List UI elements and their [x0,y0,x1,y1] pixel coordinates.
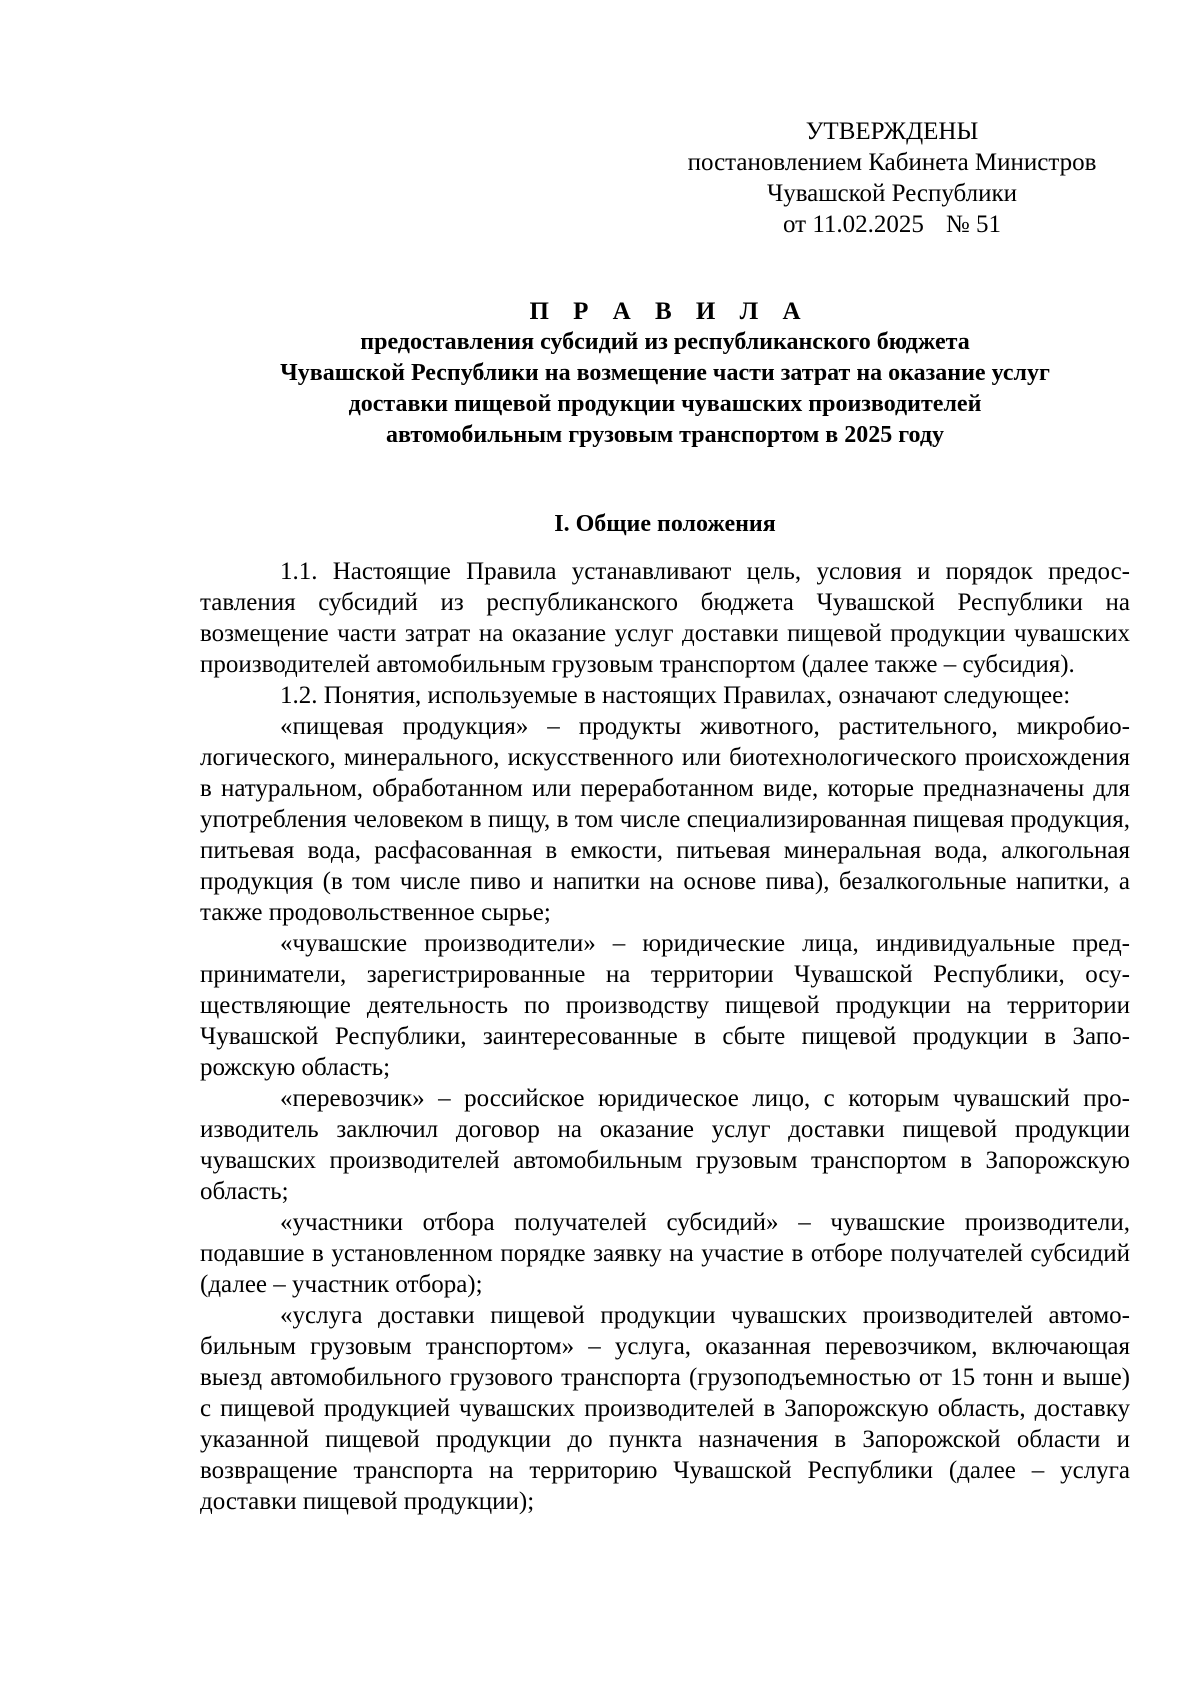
title-line-3: доставки пищевой продукции чувашских производителей [348,391,982,417]
definition-chuvash-producers: «чувашские производители» – юридические лица, индивидуальные предприниматели, зарегистрированные на территории Чувашской Республики, осуществляющие деятельность по производству пищевой продукции на территории Чувашской Республики, заинтересованные в сбыте пищевой продукции в Запорожскую область; [200,930,1130,1081]
approval-authority: постановлением Кабинета Министров [687,149,1097,176]
definition-delivery-service: «услуга доставки пищевой продукции чувашских производителей автомобильным грузовым транспортом» – услуга, оказанная перевозчиком, включающая выезд автомобильного грузового транспорта (грузоподъемностью от 15 тонн и выше) с пищевой продукцией чувашских производителей в Запорожскую область, доставку указанной пищевой продукции до пункта назначения в Запорожской области и возвращение транспорта на территорию Чувашской Республики (далее – услуга доставки пищевой продукции); [200,1302,1130,1515]
approval-number: № 51 [945,211,1002,238]
document-body [200,556,1130,1517]
title-line-2: Чувашской Республики на возмещение части затрат на оказание услуг [280,360,1050,386]
paragraph-1-2: 1.2. Понятия, используемые в настоящих Правилах, означают следующее: [280,682,1071,709]
approval-title: УТВЕРЖДЕНЫ [805,118,979,145]
document-title [200,296,1130,451]
approval-stamp [680,116,1104,240]
paragraph-1-1: 1.1. Настоящие Правила устанавливают цель, условия и порядок предоставления субсидий из республиканского бюджета Чувашской Республики на возмещение части затрат на оказание услуг доставки пищевой продукции чувашских производителей автомобильным грузовым транспортом (далее также – субсидия). [200,558,1130,678]
definition-carrier: «перевозчик» – российское юридическое лицо, с которым чувашский производитель заключил договор на оказание услуг доставки пищевой продукции чувашских производителей автомобильным грузовым транспортом в Запорожскую область; [200,1085,1130,1205]
section-heading: I. Общие положения [554,511,776,537]
title-line-4: автомобильным грузовым транспортом в 2025 году [385,422,945,448]
approval-date-line [680,209,1104,240]
definition-food-products: «пищевая продукция» – продукты животного, растительного, микробиологического, минерального, искусственного или биотехнологического происхождения в натуральном, обработанном или переработанном виде, которые предназначены для употребления человеком в пищу, в том числе специализированная пищевая продукция, питьевая вода, расфасованная в емкости, питьевая минеральная вода, алкогольная продукция (в том числе пиво и напитки на основе пива), безалкогольные напитки, а также продовольственное сырье; [200,713,1130,926]
title-line-1: предоставления субсидий из республиканского бюджета [360,329,970,355]
approval-date: от 11.02.2025 [782,211,924,238]
definition-selection-participants: «участники отбора получателей субсидий» – чувашские производители, подавшие в установленном порядке заявку на участие в отборе получателей субсидий (далее – участник отбора); [200,1209,1130,1298]
approval-republic: Чувашской Республики [766,180,1018,207]
title-word: П Р А В И Л А [529,298,810,325]
